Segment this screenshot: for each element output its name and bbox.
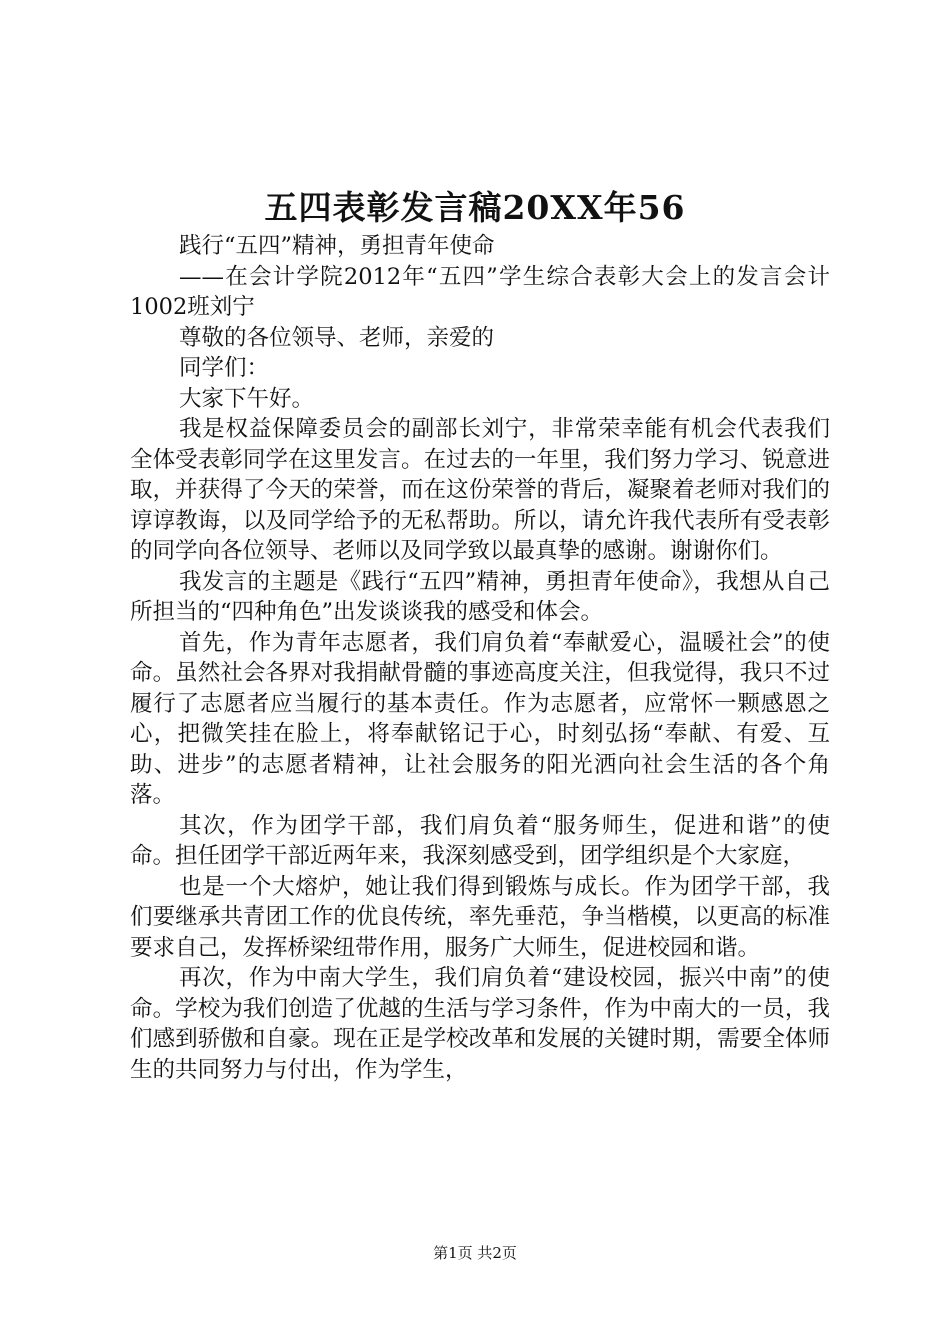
paragraph-student: 再次，作为中南大学生，我们肩负着“建设校园，振兴中南”的使命。学校为我们创造了优越的生活与学习条件，作为中南大的一员，我们感到骄傲和自豪。现在正是学校改革和发展的关键时期，需要全体师生的共同努力与付出，作为学生，	[130, 965, 830, 1083]
paragraph-theme: 我发言的主题是《践行“五四”精神，勇担青年使命》，我想从自己所担当的“四种角色”出发谈谈我的感受和体会。	[130, 568, 830, 625]
document-body	[130, 231, 830, 1085]
paragraph-occasion: ——在会计学院2012年“五四”学生综合表彰大会上的发言会计1002班刘宁	[130, 263, 830, 320]
paragraph-cadre-cont: 也是一个大熔炉，她让我们得到锻炼与成长。作为团学干部，我们要继承共青团工作的优良传统，率先垂范，争当楷模，以更高的标准要求自己，发挥桥梁纽带作用，服务广大师生，促进校园和谐。	[130, 873, 830, 961]
paragraph-greeting: 大家下午好。	[179, 385, 315, 412]
paragraph-salutation-cont: 同学们：	[179, 355, 270, 381]
paragraph-subtitle: 践行“五四”精神，勇担青年使命	[179, 233, 495, 259]
paragraph-salutation: 尊敬的各位领导、老师，亲爱的	[179, 324, 495, 351]
paragraph-introduction: 我是权益保障委员会的副部长刘宁，非常荣幸能有机会代表我们全体受表彰同学在这里发言。在过去的一年里，我们努力学习、锐意进取，并获得了今天的荣誉，而在这份荣誉的背后，凝聚着老师对我们的谆谆教诲，以及同学给予的无私帮助。所以，请允许我代表所有受表彰的同学向各位领导、老师以及同学致以最真挚的感谢。谢谢你们。	[130, 416, 830, 564]
paragraph-cadre: 其次，作为团学干部，我们肩负着“服务师生，促进和谐”的使命。担任团学干部近两年来，我深刻感受到，团学组织是个大家庭，	[130, 812, 830, 869]
page-footer: 第1页 共2页	[433, 1244, 517, 1262]
paragraph-volunteer: 首先，作为青年志愿者，我们肩负着“奉献爱心，温暖社会”的使命。虽然社会各界对我捐献骨髓的事迹高度关注，但我觉得，我只不过履行了志愿者应当履行的基本责任。作为志愿者，应常怀一颗感恩之心，把微笑挂在脸上，将奉献铭记于心，时刻弘扬“奉献、有爱、互助、进步”的志愿者精神，让社会服务的阳光洒向社会生活的各个角落。	[130, 629, 830, 808]
document-title: 五四表彰发言稿20XX年56	[264, 188, 686, 227]
